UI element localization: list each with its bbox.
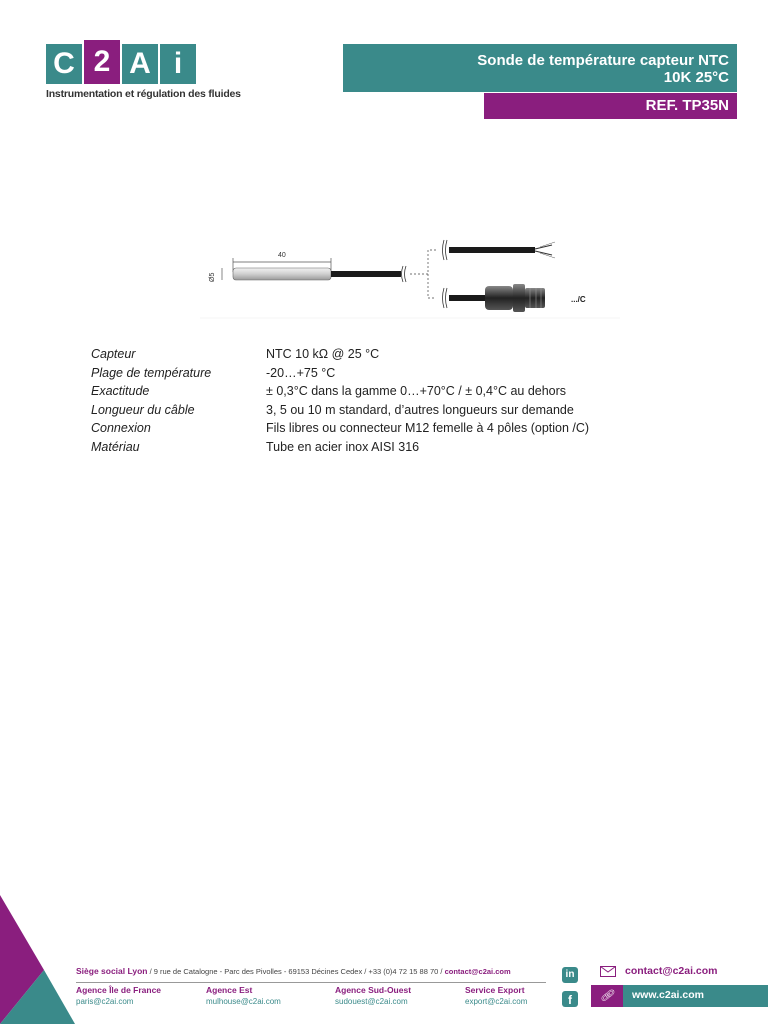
agency-name: Agence Est <box>206 985 253 995</box>
website-link[interactable]: www.c2ai.com <box>632 989 704 1001</box>
spec-label: Longueur du câble <box>91 402 195 417</box>
spec-row <box>91 345 589 364</box>
spec-row <box>91 382 589 401</box>
logo-letters <box>46 44 226 84</box>
spec-value: Tube en acier inox AISI 316 <box>266 439 420 454</box>
logo-letter-2: 2 <box>84 40 120 84</box>
link-icon: 🔗︎ <box>591 985 623 1007</box>
footer-divider <box>76 982 546 983</box>
agency-email[interactable]: mulhouse@c2ai.com <box>206 997 281 1006</box>
linkedin-icon[interactable]: in <box>562 967 578 983</box>
spec-row <box>91 419 589 438</box>
product-title-line1: Sonde de température capteur NTC <box>477 52 729 69</box>
facebook-icon[interactable]: f <box>562 991 578 1007</box>
agency-email[interactable]: sudouest@c2ai.com <box>335 997 408 1006</box>
spec-value: NTC 10 kΩ @ 25 °C <box>266 347 380 361</box>
spec-value: -20…+75 °C <box>266 365 336 380</box>
service-export <box>465 985 527 1007</box>
logo-letter-a: A <box>122 44 158 84</box>
spec-label: Capteur <box>91 347 136 361</box>
agency-sud-ouest <box>335 985 411 1007</box>
connector-option-label: .../C <box>571 295 586 304</box>
spec-row <box>91 364 589 383</box>
spec-row <box>91 438 589 457</box>
diameter-dimension-label: Ø5 <box>209 272 216 282</box>
footer-corner-decoration <box>0 895 80 1024</box>
headquarters-email[interactable]: contact@c2ai.com <box>444 967 511 976</box>
product-reference: REF. TP35N <box>484 93 737 119</box>
probe-tube <box>233 268 331 280</box>
spec-value: ± 0,3°C dans la gamme 0…+70°C / ± 0,4°C au dehors <box>266 384 567 399</box>
spec-label: Exactitude <box>91 384 150 399</box>
spec-label: Plage de température <box>91 365 212 380</box>
agency-email[interactable]: paris@c2ai.com <box>76 997 134 1006</box>
product-title-line2: 10K 25°C <box>663 69 729 86</box>
agency-ile-de-france <box>76 985 161 1007</box>
spec-label: Connexion <box>91 421 151 436</box>
logo-letter-i: i <box>160 44 196 84</box>
length-dimension-label: 40 <box>278 252 286 259</box>
spec-value: Fils libres ou connecteur M12 femelle à 4 pôles (option /C) <box>266 421 590 436</box>
free-wires-cable <box>449 247 535 253</box>
logo-letter-c: C <box>46 44 82 84</box>
m12-connector <box>485 284 545 312</box>
product-title-band <box>343 44 737 92</box>
company-logo <box>46 44 241 100</box>
contact-email[interactable]: contact@c2ai.com <box>625 965 718 977</box>
spec-label: Matériau <box>91 439 140 454</box>
logo-tagline: Instrumentation et régulation des fluides <box>46 88 241 100</box>
envelope-icon <box>600 966 616 977</box>
headquarters-line <box>76 966 511 976</box>
agency-name: Agence Île de France <box>76 985 162 995</box>
agency-name: Agence Sud-Ouest <box>335 985 412 995</box>
agency-est <box>206 985 281 1007</box>
probe-technical-drawing <box>200 232 620 322</box>
spec-value: 3, 5 ou 10 m standard, d’autres longueurs sur demande <box>266 402 574 417</box>
headquarters-address: / 9 rue de Catalogne - Parc des Pivolles - 69153 Décines Cedex / +33 (0)4 72 15 88 70 / <box>147 967 445 976</box>
spec-row <box>91 401 589 420</box>
agency-email[interactable]: export@c2ai.com <box>465 997 528 1006</box>
probe-cable <box>331 271 401 277</box>
headquarters-label: Siège social Lyon <box>76 966 148 976</box>
specifications-table <box>91 345 589 457</box>
agency-name: Service Export <box>465 985 525 995</box>
